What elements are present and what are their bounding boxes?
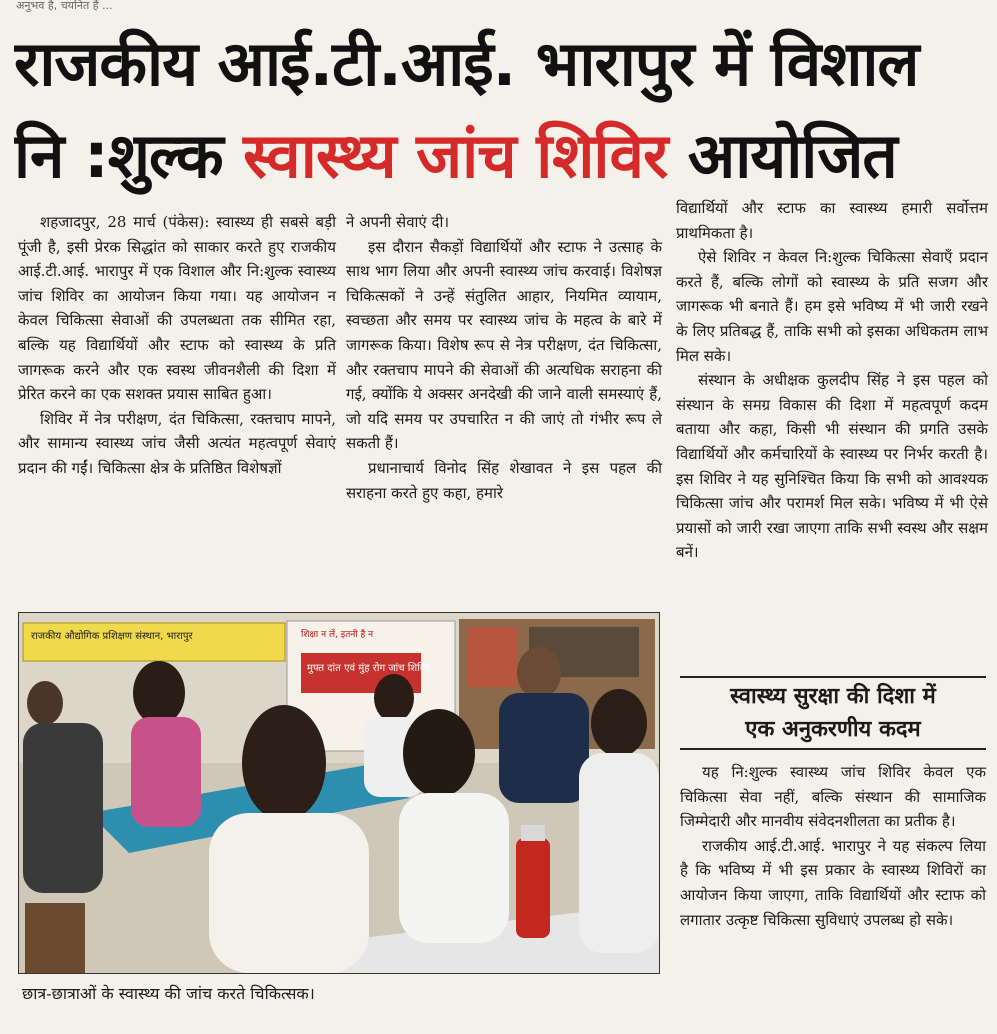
col2-paragraph-1: ने अपनी सेवाएं दी। <box>346 213 450 231</box>
article-column-2 <box>346 210 662 505</box>
health-camp-photo <box>18 612 660 974</box>
col3b-paragraph-2: राजकीय आई.टी.आई. भारापुर ने यह संकल्प लिया है कि भविष्य में भी इस प्रकार के स्वास्थ्य शिविरों का आयोजन किया जाएगा, ताकि विद्यार्थियों और स्टाफ को लगातार उत्कृष्ट चिकित्सा सुविधाएं उपलब्ध हो सके। <box>680 836 986 929</box>
col1-paragraph-1: शहजादपुर, 28 मार्च (पंकेस): स्वास्थ्य ही सबसे बड़ी पूंजी है, इसी प्रेरक सिद्धांत को साकार करते हुए राजकीय आई.टी.आई. भारापुर में एक विशाल और नि:शुल्क स्वास्थ्य जांच शिविर का आयोजन किया गया। यह आयोजन न केवल चिकित्सा सेवाओं की उपलब्धता तक सीमित रहा, बल्कि यह विद्यार्थियों और स्टाफ को स्वास्थ्य के प्रति जागरूक करने और एक स्वस्थ जीवनशैली की दिशा में प्रेरित करने का एक सशक्त प्रयास साबित हुआ। <box>18 213 336 404</box>
headline-part-1: नि :शुल्क <box>14 119 244 192</box>
headline-line-2 <box>14 110 989 202</box>
poster-top-text: शिक्षा न लें, इतनी है न <box>301 630 374 640</box>
photo-illustration <box>19 613 659 973</box>
col3-paragraph-2: ऐसे शिविर न केवल नि:शुल्क चिकित्सा सेवाएँ प्रदान करते हैं, बल्कि लोगों को स्वास्थ्य के प्रति सजग और जागरूक भी बनाते हैं। हम इसे भविष्य में भी जारी रखने के लिए प्रतिबद्ध हैं, ताकि सभी को इसका अधिकतम लाभ मिल सके। <box>676 248 988 365</box>
section-subheading <box>680 676 986 750</box>
headline <box>14 18 989 202</box>
banner-text: राजकीय औद्योगिक प्रशिक्षण संस्थान, भारापुर <box>31 631 193 642</box>
subheading-line-1: स्वास्थ्य सुरक्षा की दिशा में <box>730 684 936 709</box>
article-column-1 <box>18 210 336 481</box>
col3-paragraph-1: विद्यार्थियों और स्टाफ का स्वास्थ्य हमारी सर्वोत्तम प्राथमिकता है। <box>676 199 988 242</box>
article-column-3-bottom <box>680 760 986 932</box>
col2-paragraph-3: प्रधानाचार्य विनोद सिंह शेखावत ने इस पहल की सराहना करते हुए कहा, हमारे <box>346 458 662 502</box>
article-column-3 <box>676 196 988 565</box>
col3-paragraph-3: संस्थान के अधीक्षक कुलदीप सिंह ने इस पहल को संस्थान के समग्र विकास की दिशा में महत्वपूर्ण कदम बताया और कहा, किसी भी संस्थान की प्रगति उसके विद्यार्थियों और कर्मचारियों के स्वास्थ्य पर निर्भर करती है। इस शिविर ने यह सुनिश्चित किया कि सभी को आवश्यक चिकित्सा जांच और परामर्श मिल सके। भविष्य में भी ऐसे प्रयासों को जारी रखा जाएगा ताकि सभी स्वस्थ और सक्षम बनें। <box>676 371 988 562</box>
col2-paragraph-2: इस दौरान सैकड़ों विद्यार्थियों और स्टाफ ने उत्साह के साथ भाग लिया और अपनी स्वास्थ्य जांच करवाई। विशेषज्ञ चिकित्सकों ने उन्हें संतुलित आहार, नियमित व्यायाम, स्वच्छता और समय पर स्वास्थ्य जांच के महत्व के बारे में जागरूक किया। विशेष रूप से नेत्र परीक्षण, दंत चिकित्सा, और रक्तचाप मापने की सेवाओं की अत्यधिक सराहना की गई, क्योंकि ये अक्सर अनदेखी की जाने वाली समस्याएं हैं, जो यदि समय पर उपचारित न की जाएं तो गंभीर रूप ले सकती हैं। <box>346 237 662 453</box>
headline-accent: स्वास्थ्य जांच शिविर <box>243 119 668 192</box>
headline-line-1: राजकीय आई.टी.आई. भारापुर में विशाल <box>14 27 919 100</box>
col1-paragraph-2: शिविर में नेत्र परीक्षण, दंत चिकित्सा, रक्तचाप मापने, और सामान्य स्वास्थ्य जांच जैसी अत्यंत महत्वपूर्ण सेवाएं प्रदान की गईं। चिकित्सा क्षेत्र के प्रतिष्ठित विशेषज्ञों <box>18 409 336 477</box>
col3b-paragraph-1: यह नि:शुल्क स्वास्थ्य जांच शिविर केवल एक चिकित्सा सेवा नहीं, बल्कि संस्थान की सामाजिक जिम्मेदारी और मानवीय संवेदनशीलता का प्रतीक है। <box>680 763 986 831</box>
headline-part-2: आयोजित <box>667 119 897 192</box>
top-cut-text: अनुभव है, चयनित हैं ... <box>16 0 113 12</box>
photo-caption: छात्र-छात्राओं के स्वास्थ्य की जांच करते चिकित्सक। <box>22 984 315 1003</box>
subheading-line-2: एक अनुकरणीय कदम <box>745 717 921 742</box>
poster-title: मुफ्त दांत एवं मुंह रोग जांच शिविर <box>307 663 430 674</box>
